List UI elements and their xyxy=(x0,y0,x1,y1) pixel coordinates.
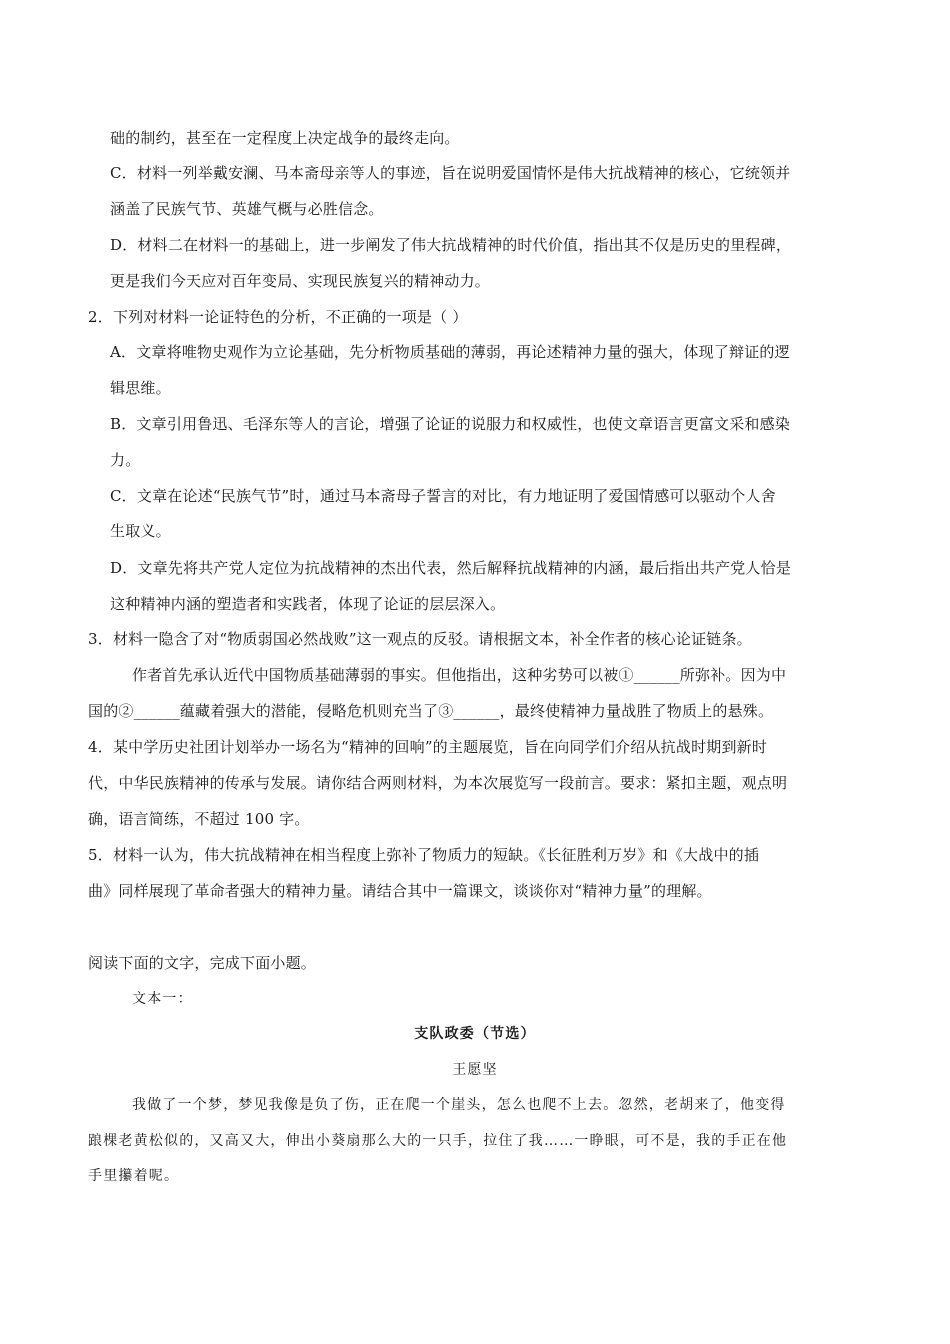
question-2-stem: 2．下列对材料一论证特色的分析，不正确的一项是（ ） xyxy=(88,308,468,326)
q1-option-c-continuation: 涵盖了民族气节、英雄气概与必胜信念。 xyxy=(110,200,384,218)
article-title: 支队政委（节选） xyxy=(414,1026,536,1042)
q2-option-b-continuation: 力。 xyxy=(110,451,141,469)
question-3-stem: 3．材料一隐含了对“物质弱国必然战败”这一观点的反驳。请根据文本，补全作者的核心论证链条。 xyxy=(88,630,752,648)
q2-option-a: A．文章将唯物史观作为立论基础，先分析物质基础的薄弱，再论述精神力量的强大，体现了辩证的逻 xyxy=(110,343,790,361)
question-5-line-2: 曲》同样展现了革命者强大的精神力量。请结合其中一篇课文，谈谈你对“精神力量”的理解。 xyxy=(88,882,712,900)
q2-option-d-continuation: 这种精神内涵的塑造者和实践者，体现了论证的层层深入。 xyxy=(110,595,506,613)
q2-option-d: D．文章先将共产党人定位为抗战精神的杰出代表，然后解释抗战精神的内涵，最后指出共产党人恰是 xyxy=(110,559,792,577)
q1-option-c: C．材料一列举戴安澜、马本斋母亲等人的事迹，旨在说明爱国情怀是伟大抗战精神的核心，它统领并 xyxy=(110,164,791,182)
question-4-stem: 4．某中学历史社团计划举办一场名为“精神的回响”的主题展览，旨在向同学们介绍从抗战时期到新时 xyxy=(88,738,768,756)
q2-option-c-continuation: 生取义。 xyxy=(110,522,171,540)
q1-option-d-continuation: 更是我们今天应对百年变局、实现民族复兴的精神动力。 xyxy=(110,272,491,290)
article-paragraph-line-1: 我做了一个梦，梦见我像是负了伤，正在爬一个崖头，怎么也爬不上去。忽然，老胡来了，他变得 xyxy=(132,1097,786,1113)
question-4-line-2: 代，中华民族精神的传承与发展。请你结合两则材料，为本次展览写一段前言。要求：紧扣主题，观点明 xyxy=(88,774,788,792)
q3-fill-blank-line-2: 国的②______蕴藏着强大的潜能，侵略危机则充当了③______，最终使精神力量战胜了物质上的悬殊。 xyxy=(88,702,774,720)
text-one-label: 文本一： xyxy=(132,991,193,1007)
q3-fill-blank-line-1: 作者首先承认近代中国物质基础薄弱的事实。但他指出，这种劣势可以被①______所弥补。因为中 xyxy=(132,666,787,684)
question-4-line-3: 确，语言简练，不超过 100 字。 xyxy=(88,810,310,828)
q2-option-c: C．文章在论述“民族气节”时，通过马本斋母子誓言的对比，有力地证明了爱国情感可以驱动个人舍 xyxy=(110,487,776,505)
question-5-stem: 5．材料一认为，伟大抗战精神在相当程度上弥补了物质力的短缺。《长征胜利万岁》和《大战中的插 xyxy=(88,846,760,864)
q2-option-b: B．文章引用鲁迅、毛泽东等人的言论，增强了论证的说服力和权威性，也使文章语言更富文采和感染 xyxy=(110,415,791,433)
article-paragraph-line-2: 踉棵老黄松似的，又高又大，伸出小葵扇那么大的一只手，拉住了我……一睁眼，可不是，我的手正在他 xyxy=(88,1133,788,1149)
q2-option-a-continuation: 辑思维。 xyxy=(110,379,171,397)
reading-instruction: 阅读下面的文字，完成下面小题。 xyxy=(88,954,317,972)
q1-option-b-continuation: 础的制约，甚至在一定程度上决定战争的最终走向。 xyxy=(110,129,460,147)
article-paragraph-line-3: 手里攥着呢。 xyxy=(88,1168,180,1184)
article-author: 王愿坚 xyxy=(452,1062,498,1078)
q1-option-d: D．材料二在材料一的基础上，进一步阐发了伟大抗战精神的时代价值，指出其不仅是历史的里程碑， xyxy=(110,236,792,254)
